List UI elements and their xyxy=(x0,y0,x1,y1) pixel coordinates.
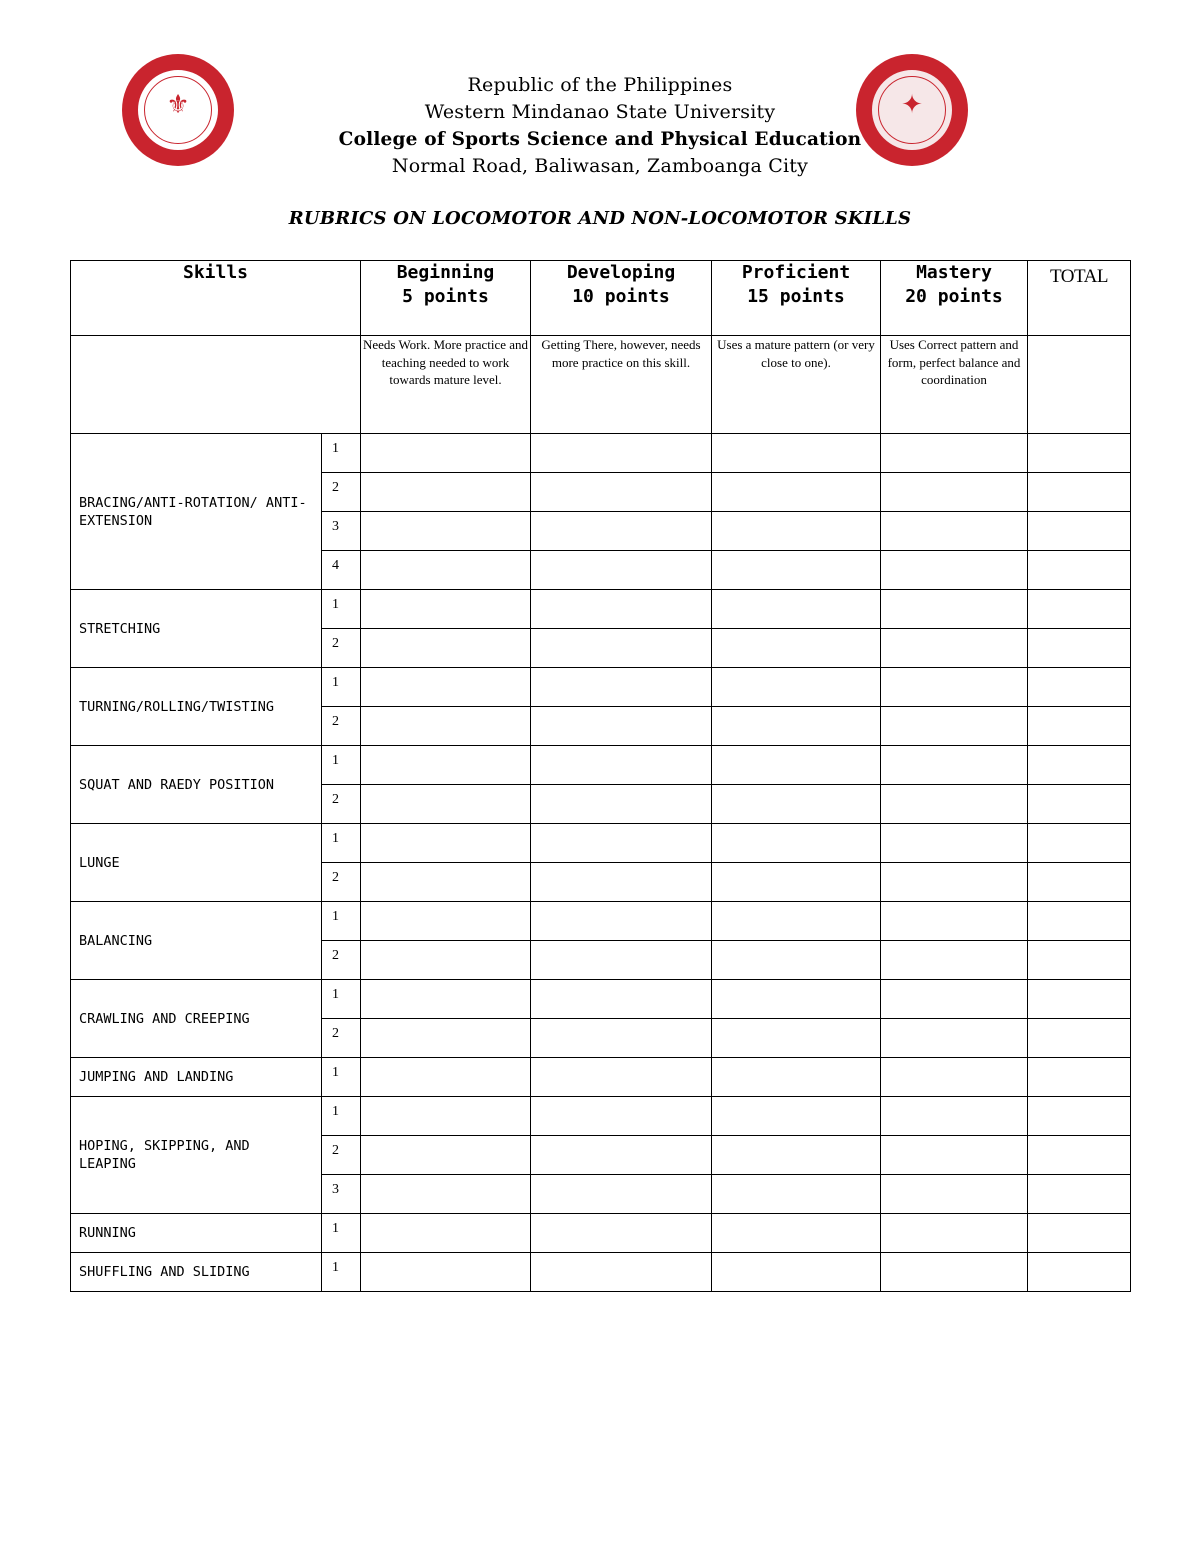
skill-name: RUNNING xyxy=(71,1214,322,1253)
developing-score-cell[interactable] xyxy=(531,1214,712,1253)
total-score-cell[interactable] xyxy=(1028,1136,1131,1175)
mastery-description: Uses Correct pattern and form, perfect balance and coordination xyxy=(881,336,1028,434)
mastery-score-cell[interactable] xyxy=(881,512,1028,551)
beginning-header: Beginning 5 points xyxy=(361,261,531,336)
mastery-score-cell[interactable] xyxy=(881,668,1028,707)
developing-score-cell[interactable] xyxy=(531,785,712,824)
developing-score-cell[interactable] xyxy=(531,590,712,629)
trial-number: 4 xyxy=(322,551,361,590)
table-row xyxy=(71,1097,1131,1136)
document-title: RUBRICS ON LOCOMOTOR AND NON-LOCOMOTOR SKILLS xyxy=(288,208,912,229)
proficient-score-cell[interactable] xyxy=(712,668,881,707)
mastery-score-cell[interactable] xyxy=(881,707,1028,746)
developing-score-cell[interactable] xyxy=(531,941,712,980)
beginning-score-cell[interactable] xyxy=(361,902,531,941)
table-row xyxy=(71,1058,1131,1097)
beginning-score-cell[interactable] xyxy=(361,1175,531,1214)
skill-name: BALANCING xyxy=(71,902,322,980)
total-score-cell[interactable] xyxy=(1028,668,1131,707)
total-score-cell[interactable] xyxy=(1028,941,1131,980)
mastery-score-cell[interactable] xyxy=(881,473,1028,512)
mastery-header: Mastery 20 points xyxy=(881,261,1028,336)
mastery-score-cell[interactable] xyxy=(881,1253,1028,1292)
beginning-score-cell[interactable] xyxy=(361,668,531,707)
proficient-score-cell[interactable] xyxy=(712,902,881,941)
mastery-score-cell[interactable] xyxy=(881,941,1028,980)
developing-score-cell[interactable] xyxy=(531,824,712,863)
beginning-score-cell[interactable] xyxy=(361,785,531,824)
developing-description: Getting There, however, needs more practice on this skill. xyxy=(531,336,712,434)
beginning-description: Needs Work. More practice and teaching needed to work towards mature level. xyxy=(361,336,531,434)
beginning-score-cell[interactable] xyxy=(361,1097,531,1136)
beginning-score-cell[interactable] xyxy=(361,629,531,668)
total-score-cell[interactable] xyxy=(1028,1058,1131,1097)
skill-name: STRETCHING xyxy=(71,590,322,668)
mastery-score-cell[interactable] xyxy=(881,980,1028,1019)
table-row xyxy=(71,1253,1131,1292)
total-score-cell[interactable] xyxy=(1028,707,1131,746)
proficient-header: Proficient 15 points xyxy=(712,261,881,336)
total-score-cell[interactable] xyxy=(1028,902,1131,941)
beginning-score-cell[interactable] xyxy=(361,824,531,863)
developing-score-cell[interactable] xyxy=(531,863,712,902)
mastery-score-cell[interactable] xyxy=(881,746,1028,785)
trial-number: 2 xyxy=(322,707,361,746)
trial-number: 1 xyxy=(322,746,361,785)
proficient-score-cell[interactable] xyxy=(712,512,881,551)
trial-number: 1 xyxy=(322,1097,361,1136)
description-row xyxy=(71,336,1131,434)
beginning-score-cell[interactable] xyxy=(361,1253,531,1292)
mastery-score-cell[interactable] xyxy=(881,785,1028,824)
trial-number: 2 xyxy=(322,785,361,824)
address-line: Normal Road, Baliwasan, Zamboanga City xyxy=(391,155,809,177)
developing-score-cell[interactable] xyxy=(531,1019,712,1058)
total-score-cell[interactable] xyxy=(1028,863,1131,902)
developing-score-cell[interactable] xyxy=(531,1097,712,1136)
total-score-cell[interactable] xyxy=(1028,473,1131,512)
college-line: College of Sports Science and Physical Education xyxy=(338,129,862,150)
developing-header: Developing 10 points xyxy=(531,261,712,336)
mastery-score-cell[interactable] xyxy=(881,1214,1028,1253)
mastery-score-cell[interactable] xyxy=(881,551,1028,590)
total-description-cell xyxy=(1028,336,1131,434)
developing-score-cell[interactable] xyxy=(531,434,712,473)
beginning-score-cell[interactable] xyxy=(361,1019,531,1058)
trial-number: 1 xyxy=(322,668,361,707)
proficient-score-cell[interactable] xyxy=(712,707,881,746)
total-score-cell[interactable] xyxy=(1028,512,1131,551)
total-score-cell[interactable] xyxy=(1028,824,1131,863)
table-row xyxy=(71,1214,1131,1253)
total-score-cell[interactable] xyxy=(1028,785,1131,824)
skill-name: BRACING/ANTI-ROTATION/ ANTI-EXTENSION xyxy=(71,434,322,590)
proficient-score-cell[interactable] xyxy=(712,1253,881,1292)
beginning-score-cell[interactable] xyxy=(361,551,531,590)
developing-score-cell[interactable] xyxy=(531,1253,712,1292)
trial-number: 3 xyxy=(322,512,361,551)
letterhead xyxy=(0,72,1200,180)
proficient-score-cell[interactable] xyxy=(712,1136,881,1175)
skill-name: LUNGE xyxy=(71,824,322,902)
table-row xyxy=(71,824,1131,863)
developing-score-cell[interactable] xyxy=(531,746,712,785)
trial-number: 1 xyxy=(322,590,361,629)
header-row xyxy=(71,261,1131,336)
beginning-score-cell[interactable] xyxy=(361,746,531,785)
beginning-score-cell[interactable] xyxy=(361,941,531,980)
description-skills-cell xyxy=(71,336,361,434)
developing-score-cell[interactable] xyxy=(531,707,712,746)
developing-score-cell[interactable] xyxy=(531,1175,712,1214)
beginning-score-cell[interactable] xyxy=(361,863,531,902)
skill-name: SHUFFLING AND SLIDING xyxy=(71,1253,322,1292)
trial-number: 1 xyxy=(322,902,361,941)
beginning-score-cell[interactable] xyxy=(361,1136,531,1175)
table-row xyxy=(71,434,1131,473)
skills-header: Skills xyxy=(71,261,361,336)
skill-name: SQUAT AND RAEDY POSITION xyxy=(71,746,322,824)
mastery-score-cell[interactable] xyxy=(881,629,1028,668)
proficient-score-cell[interactable] xyxy=(712,473,881,512)
proficient-score-cell[interactable] xyxy=(712,746,881,785)
proficient-score-cell[interactable] xyxy=(712,863,881,902)
beginning-score-cell[interactable] xyxy=(361,707,531,746)
trial-number: 2 xyxy=(322,473,361,512)
proficient-description: Uses a mature pattern (or very close to one). xyxy=(712,336,881,434)
trial-number: 1 xyxy=(322,434,361,473)
total-score-cell[interactable] xyxy=(1028,1214,1131,1253)
mastery-score-cell[interactable] xyxy=(881,1097,1028,1136)
developing-score-cell[interactable] xyxy=(531,629,712,668)
mastery-score-cell[interactable] xyxy=(881,902,1028,941)
mastery-score-cell[interactable] xyxy=(881,1019,1028,1058)
proficient-score-cell[interactable] xyxy=(712,590,881,629)
beginning-score-cell[interactable] xyxy=(361,590,531,629)
mastery-score-cell[interactable] xyxy=(881,1175,1028,1214)
proficient-score-cell[interactable] xyxy=(712,980,881,1019)
beginning-score-cell[interactable] xyxy=(361,1058,531,1097)
total-score-cell[interactable] xyxy=(1028,1019,1131,1058)
total-score-cell[interactable] xyxy=(1028,746,1131,785)
proficient-score-cell[interactable] xyxy=(712,824,881,863)
proficient-score-cell[interactable] xyxy=(712,434,881,473)
trial-number: 2 xyxy=(322,1136,361,1175)
university-line: Western Mindanao State University xyxy=(424,101,776,123)
table-row xyxy=(71,746,1131,785)
developing-score-cell[interactable] xyxy=(531,1136,712,1175)
mastery-score-cell[interactable] xyxy=(881,1058,1028,1097)
developing-score-cell[interactable] xyxy=(531,512,712,551)
proficient-score-cell[interactable] xyxy=(712,1175,881,1214)
beginning-score-cell[interactable] xyxy=(361,1214,531,1253)
trial-number: 1 xyxy=(322,1058,361,1097)
proficient-score-cell[interactable] xyxy=(712,785,881,824)
trial-number: 3 xyxy=(322,1175,361,1214)
total-score-cell[interactable] xyxy=(1028,590,1131,629)
proficient-score-cell[interactable] xyxy=(712,629,881,668)
total-score-cell[interactable] xyxy=(1028,551,1131,590)
proficient-score-cell[interactable] xyxy=(712,551,881,590)
developing-score-cell[interactable] xyxy=(531,551,712,590)
proficient-score-cell[interactable] xyxy=(712,1019,881,1058)
beginning-score-cell[interactable] xyxy=(361,980,531,1019)
trial-number: 1 xyxy=(322,980,361,1019)
developing-score-cell[interactable] xyxy=(531,1058,712,1097)
mastery-score-cell[interactable] xyxy=(881,590,1028,629)
table-row xyxy=(71,902,1131,941)
developing-score-cell[interactable] xyxy=(531,473,712,512)
skill-name: CRAWLING AND CREEPING xyxy=(71,980,322,1058)
mastery-score-cell[interactable] xyxy=(881,1136,1028,1175)
trial-number: 1 xyxy=(322,1253,361,1292)
university-seal-icon: ⚜ xyxy=(166,90,190,120)
proficient-score-cell[interactable] xyxy=(712,1214,881,1253)
proficient-score-cell[interactable] xyxy=(712,1097,881,1136)
total-score-cell[interactable] xyxy=(1028,980,1131,1019)
college-seal-icon: ✦ xyxy=(901,90,923,120)
beginning-score-cell[interactable] xyxy=(361,473,531,512)
rubric-table xyxy=(70,260,1131,1292)
table-row xyxy=(71,980,1131,1019)
republic-line: Republic of the Philippines xyxy=(467,74,733,96)
beginning-score-cell[interactable] xyxy=(361,512,531,551)
proficient-score-cell[interactable] xyxy=(712,941,881,980)
proficient-score-cell[interactable] xyxy=(712,1058,881,1097)
trial-number: 1 xyxy=(322,824,361,863)
total-score-cell[interactable] xyxy=(1028,1175,1131,1214)
mastery-score-cell[interactable] xyxy=(881,824,1028,863)
skill-name: JUMPING AND LANDING xyxy=(71,1058,322,1097)
total-score-cell[interactable] xyxy=(1028,1253,1131,1292)
developing-score-cell[interactable] xyxy=(531,668,712,707)
trial-number: 2 xyxy=(322,1019,361,1058)
total-score-cell[interactable] xyxy=(1028,1097,1131,1136)
trial-number: 1 xyxy=(322,1214,361,1253)
trial-number: 2 xyxy=(322,629,361,668)
total-header: TOTAL xyxy=(1028,261,1131,336)
trial-number: 2 xyxy=(322,863,361,902)
developing-score-cell[interactable] xyxy=(531,980,712,1019)
total-score-cell[interactable] xyxy=(1028,629,1131,668)
skill-name: TURNING/ROLLING/TWISTING xyxy=(71,668,322,746)
table-row xyxy=(71,590,1131,629)
mastery-score-cell[interactable] xyxy=(881,434,1028,473)
beginning-score-cell[interactable] xyxy=(361,434,531,473)
total-score-cell[interactable] xyxy=(1028,434,1131,473)
developing-score-cell[interactable] xyxy=(531,902,712,941)
trial-number: 2 xyxy=(322,941,361,980)
skill-name: HOPING, SKIPPING, AND LEAPING xyxy=(71,1097,322,1214)
mastery-score-cell[interactable] xyxy=(881,863,1028,902)
table-row xyxy=(71,668,1131,707)
